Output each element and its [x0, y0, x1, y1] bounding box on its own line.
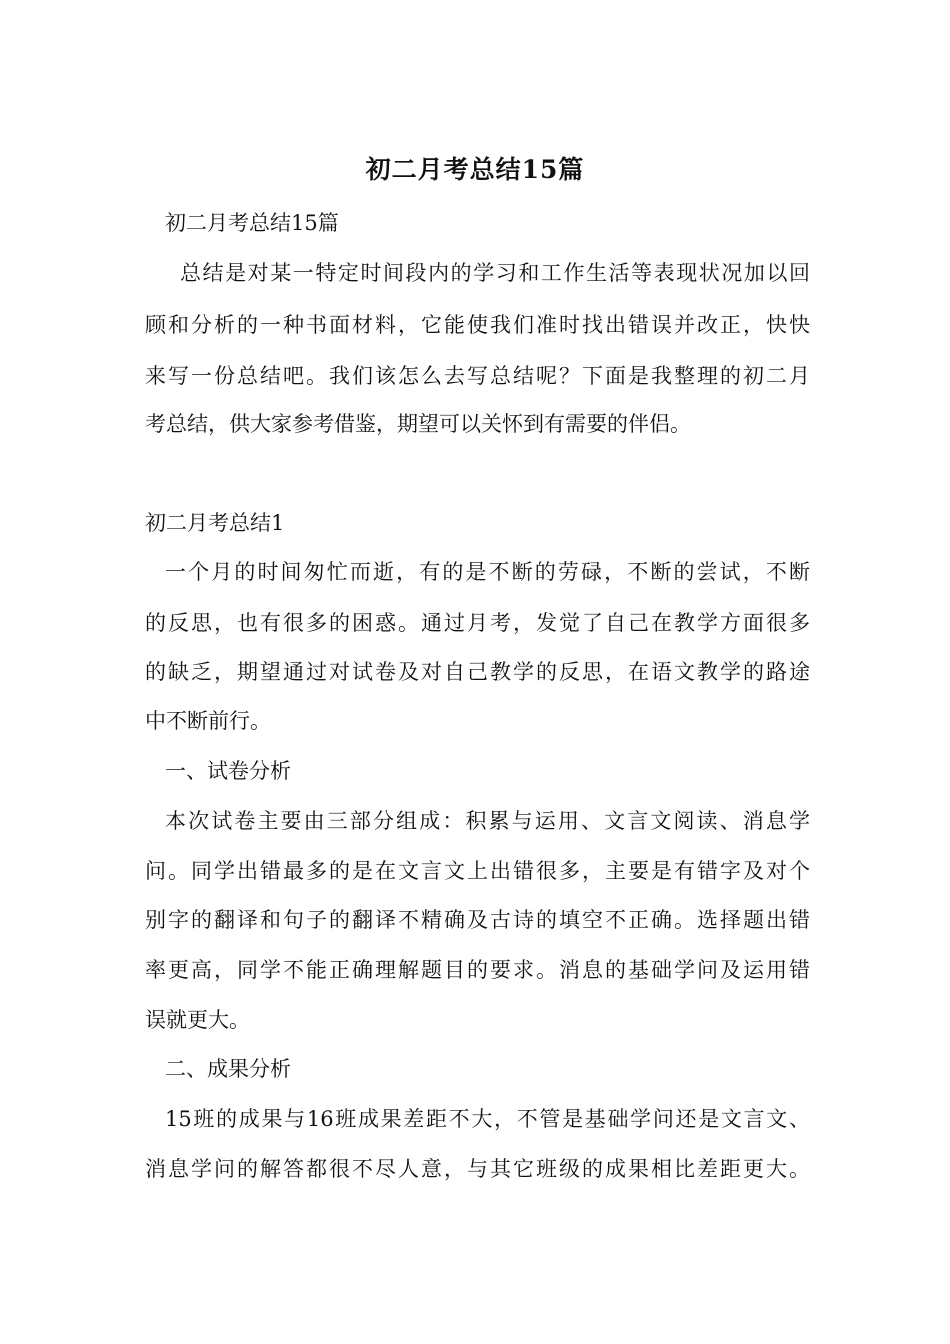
para3-line-2: 消息学问的解答都很不尽人意，与其它班级的成果相比差距更大。	[145, 1157, 810, 1181]
para3-line-1: 15班的成果与16班成果差距不大，不管是基础学问还是文言文、	[165, 1107, 810, 1131]
intro-line-1: 总结是对某一特定时间段内的学习和工作生活等表现状况加以回	[180, 261, 810, 285]
para2-line-2: 问。同学出错最多的是在文言文上出错很多，主要是有错字及对个	[145, 859, 810, 883]
para2-line-3: 别字的翻译和句子的翻译不精确及古诗的填空不正确。选择题出错	[145, 908, 810, 932]
para1-line-4: 中不断前行。	[145, 709, 271, 733]
para1-line-2: 的反思，也有很多的困惑。通过月考，发觉了自己在教学方面很多	[145, 611, 810, 635]
subheading-result-analysis: 二、成果分析	[165, 1057, 291, 1081]
document-title: 初二月考总结15篇	[365, 155, 585, 184]
para2-line-1: 本次试卷主要由三部分组成：积累与运用、文言文阅读、消息学	[165, 809, 810, 833]
subtitle-line: 初二月考总结15篇	[165, 211, 339, 235]
intro-line-2: 顾和分析的一种书面材料，它能使我们准时找出错误并改正，快快	[145, 313, 810, 337]
intro-line-4: 考总结，供大家参考借鉴，期望可以关怀到有需要的伴侣。	[145, 412, 691, 436]
para1-line-1: 一个月的时间匆忙而逝，有的是不断的劳碌，不断的尝试，不断	[165, 560, 810, 584]
para2-line-5: 误就更大。	[145, 1008, 250, 1032]
section-heading-1: 初二月考总结1	[145, 511, 285, 535]
subheading-test-analysis: 一、试卷分析	[165, 759, 291, 783]
para2-line-4: 率更高，同学不能正确理解题目的要求。消息的基础学问及运用错	[145, 958, 810, 982]
intro-line-3: 来写一份总结吧。我们该怎么去写总结呢？下面是我整理的初二月	[145, 364, 810, 388]
para1-line-3: 的缺乏，期望通过对试卷及对自己教学的反思，在语文教学的路途	[145, 660, 810, 684]
